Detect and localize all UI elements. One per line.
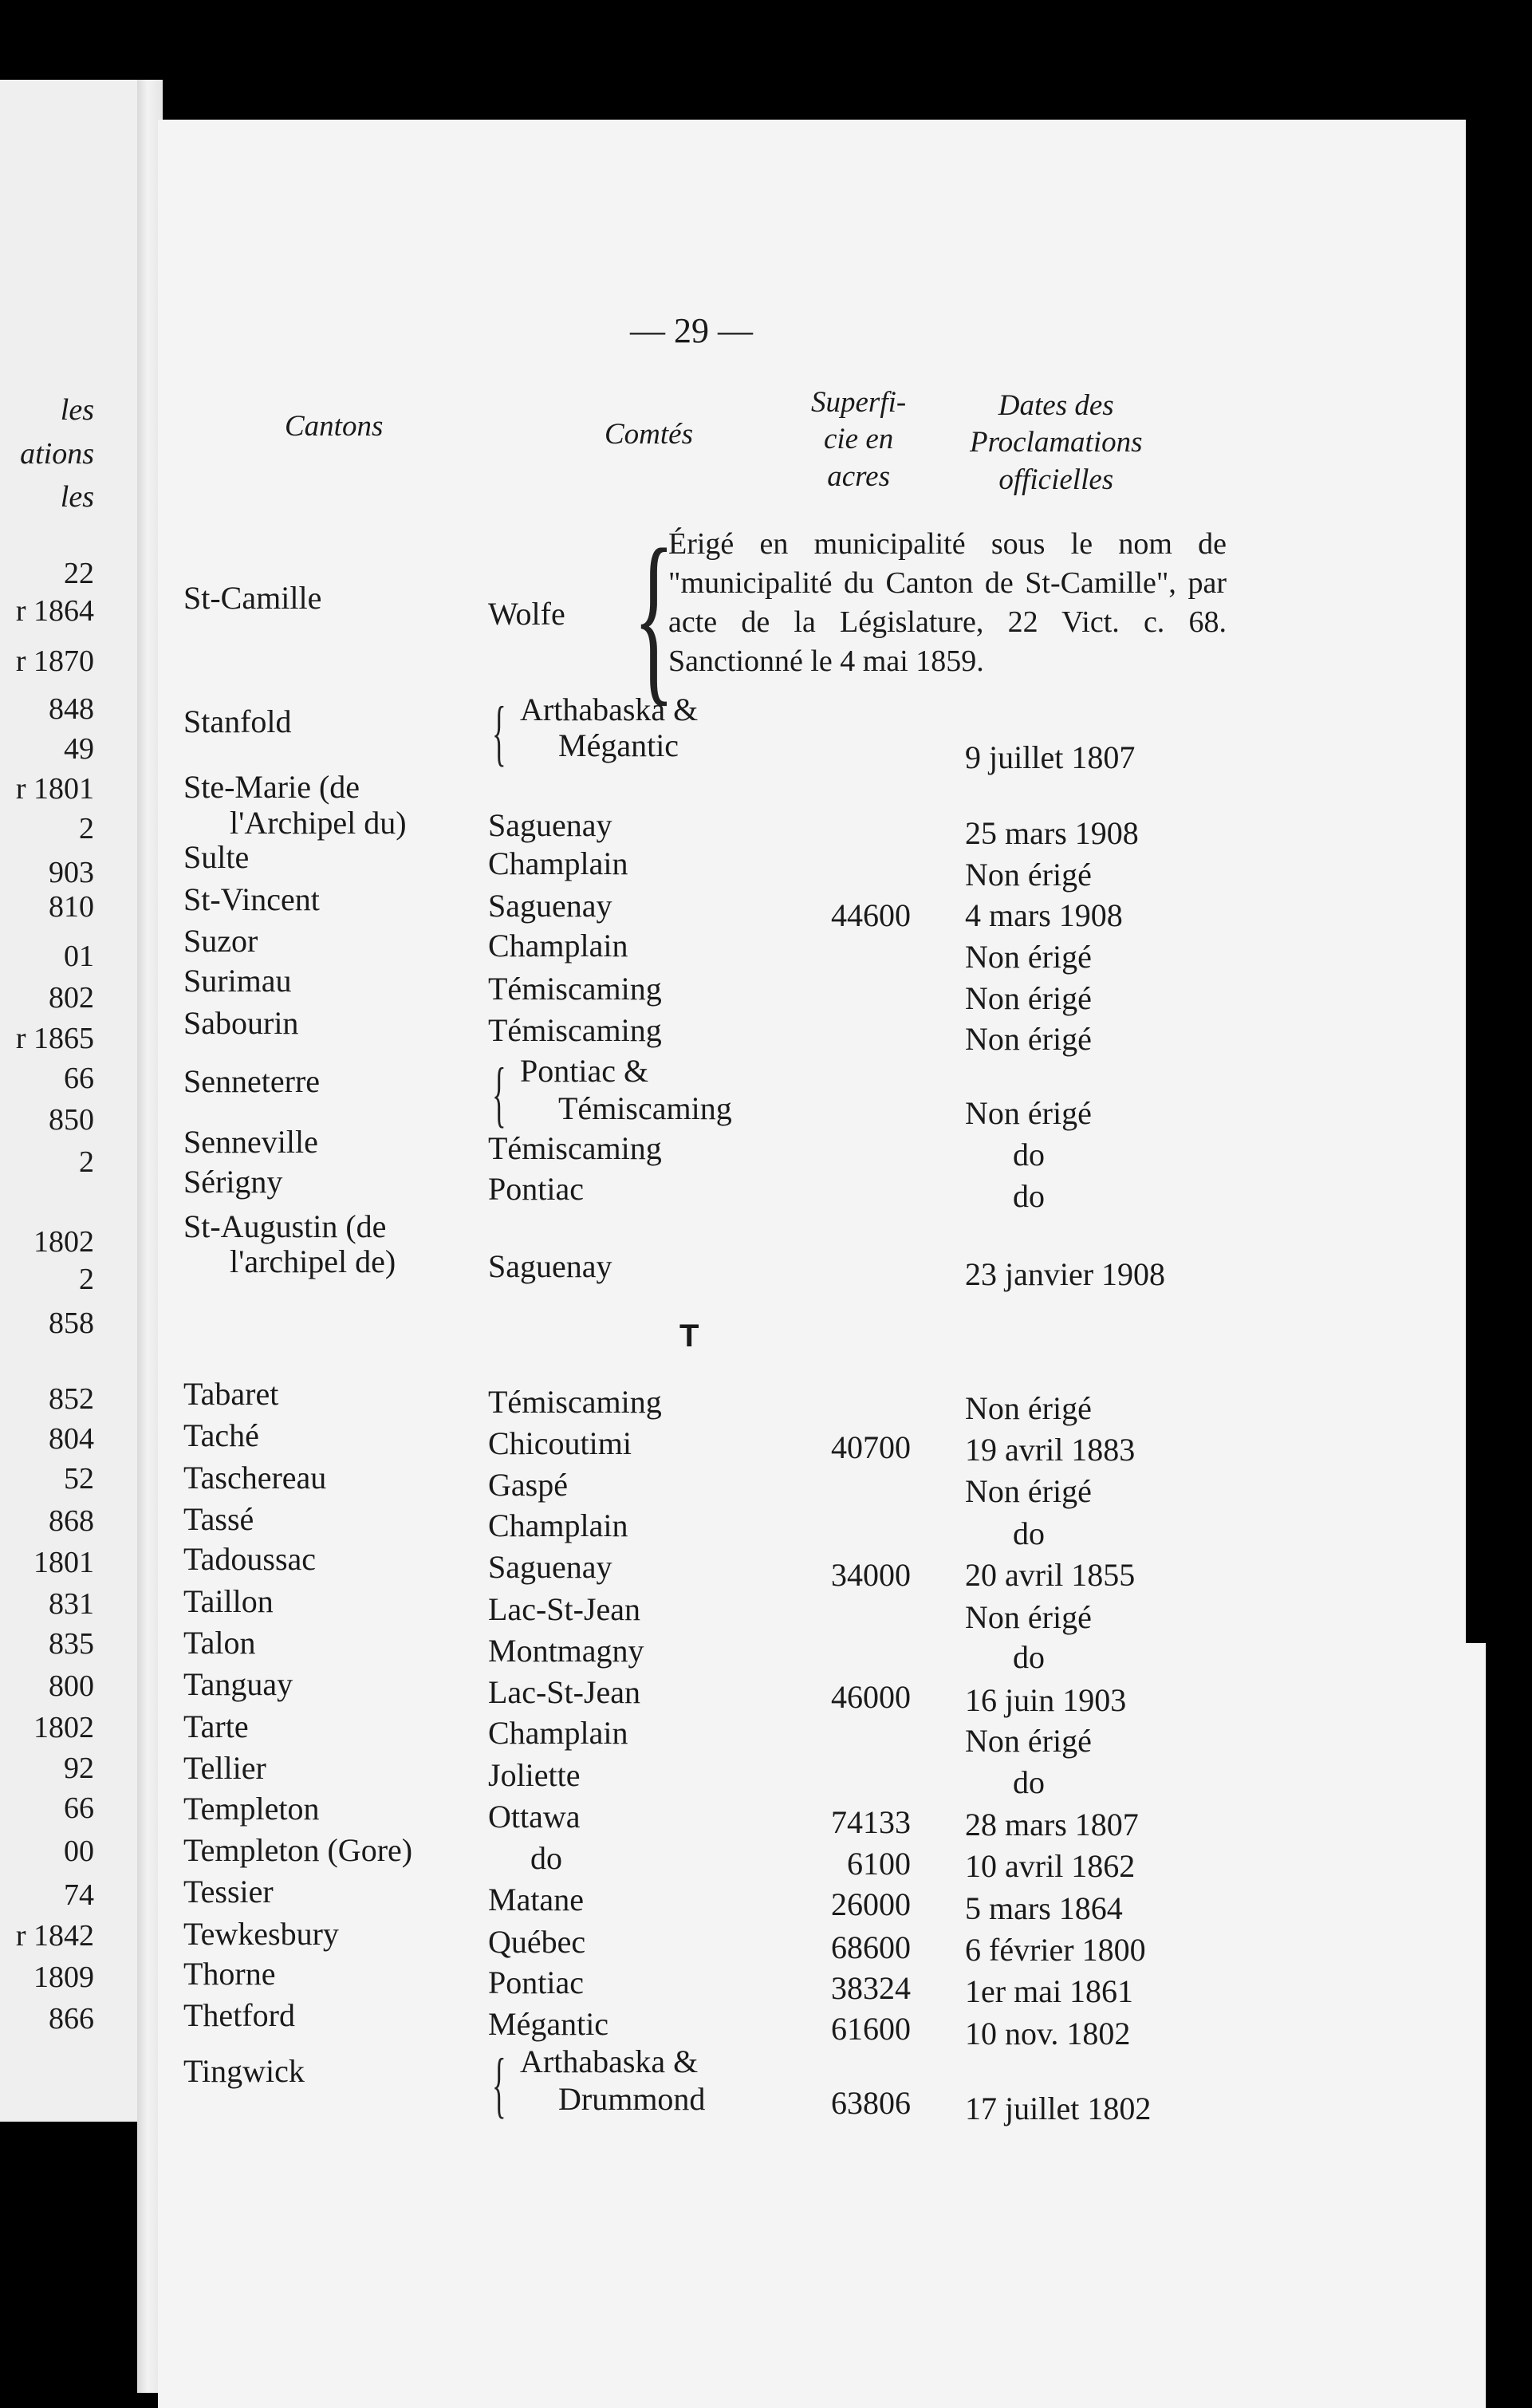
proclamation-date: 17 juillet 1802 bbox=[965, 2091, 1152, 2126]
previous-page-fragment: 49 bbox=[64, 732, 94, 766]
comte-name: Saguenay bbox=[488, 1549, 612, 1585]
header-superficie-line: Superfi- bbox=[811, 386, 907, 419]
previous-page-fragment: r 1801 bbox=[15, 772, 94, 806]
comte-name: Champlain bbox=[488, 845, 628, 881]
superficie-value: 6100 bbox=[847, 1846, 911, 1882]
previous-page-fragment: 00 bbox=[64, 1835, 94, 1868]
proclamation-date: 25 mars 1908 bbox=[965, 815, 1139, 851]
comte-name: Champlain bbox=[488, 1507, 628, 1543]
header-dates bbox=[970, 388, 1143, 499]
previous-page-fragment: r 1842 bbox=[15, 1919, 94, 1953]
st-camille-note: Érigé en municipalité sous le nom de "municipalité du Canton de St-Camille", par acte de la Législature, 22 Vict. c. 68. Sanctionné le 4 mai 1859. bbox=[668, 527, 1227, 678]
canton-name: Tellier bbox=[183, 1750, 266, 1786]
previous-page-fragment: 866 bbox=[49, 2002, 94, 2036]
proclamation-date: do bbox=[1013, 1137, 1045, 1172]
comte-name: Wolfe bbox=[488, 596, 565, 632]
canton-name: Surimau bbox=[183, 963, 292, 999]
canton-name: l'archipel de) bbox=[230, 1243, 396, 1279]
note-brace: { bbox=[633, 510, 675, 722]
previous-page-fragment: 1809 bbox=[33, 1961, 94, 1994]
canton-name: l'Archipel du) bbox=[230, 805, 407, 841]
header-comtes: Comtés bbox=[605, 418, 693, 451]
proclamation-date: 19 avril 1883 bbox=[965, 1432, 1136, 1468]
comte-name: Champlain bbox=[488, 1715, 628, 1751]
proclamation-date: 23 janvier 1908 bbox=[965, 1256, 1166, 1292]
previous-page-fragment: les bbox=[60, 393, 94, 427]
previous-page-fragment: 92 bbox=[64, 1752, 94, 1785]
header-superficie-line: cie en bbox=[823, 423, 894, 456]
proclamation-date: 1er mai 1861 bbox=[965, 1973, 1134, 2009]
header-dates-line: Dates des bbox=[998, 389, 1114, 422]
previous-page-fragment: 1802 bbox=[33, 1711, 94, 1744]
superficie-value: 34000 bbox=[831, 1557, 911, 1593]
canton-name: St-Augustin (de bbox=[183, 1208, 387, 1244]
comte-name: Mégantic bbox=[558, 727, 679, 763]
superficie-value: 63806 bbox=[831, 2085, 911, 2121]
previous-page-fragment: 2 bbox=[79, 812, 94, 845]
canton-name: Ste-Marie (de bbox=[183, 769, 360, 805]
previous-page-fragment: 01 bbox=[64, 940, 94, 973]
canton-name: Thorne bbox=[183, 1956, 276, 1992]
previous-page-fragment: 2 bbox=[79, 1145, 94, 1179]
previous-page-fragment: 802 bbox=[49, 981, 94, 1015]
comte-name: Témiscaming bbox=[488, 971, 662, 1007]
canton-name: Talon bbox=[183, 1625, 256, 1661]
comte-name: Saguenay bbox=[488, 807, 612, 843]
section-letter: T bbox=[679, 1318, 699, 1354]
comte-name: Mégantic bbox=[488, 2006, 609, 2042]
proclamation-date: do bbox=[1013, 1639, 1045, 1675]
previous-page-fragment: 66 bbox=[64, 1791, 94, 1825]
brace-mark: { bbox=[492, 2043, 506, 2125]
proclamation-date: do bbox=[1013, 1515, 1045, 1551]
comte-name: Pontiac bbox=[488, 1171, 584, 1207]
comte-name: Lac-St-Jean bbox=[488, 1674, 641, 1710]
header-cantons: Cantons bbox=[285, 410, 384, 443]
brace-mark: { bbox=[492, 1053, 506, 1134]
canton-name: Templeton (Gore) bbox=[183, 1832, 413, 1868]
comte-name: Drummond bbox=[558, 2081, 706, 2117]
canton-name: Taché bbox=[183, 1417, 259, 1453]
comte-name: do bbox=[530, 1840, 562, 1876]
previous-page-fragment: les bbox=[60, 480, 94, 514]
canton-name: Taillon bbox=[183, 1583, 274, 1619]
canton-name: Sulte bbox=[183, 839, 250, 875]
comte-name: Témiscaming bbox=[488, 1384, 662, 1420]
brace-mark: { bbox=[492, 692, 506, 773]
proclamation-date: 9 juillet 1807 bbox=[965, 739, 1136, 775]
superficie-value: 68600 bbox=[831, 1929, 911, 1965]
proclamation-date: 16 juin 1903 bbox=[965, 1682, 1127, 1718]
proclamation-date: Non érigé bbox=[965, 1473, 1092, 1509]
previous-page-fragment: 22 bbox=[64, 557, 94, 590]
previous-page-fragment: 1801 bbox=[33, 1546, 94, 1579]
comte-name: Champlain bbox=[488, 928, 628, 964]
comte-name: Arthabaska & bbox=[520, 692, 699, 727]
previous-page-fragment: 1802 bbox=[33, 1225, 94, 1259]
comte-name: Pontiac bbox=[488, 1965, 584, 2000]
proclamation-date: 10 nov. 1802 bbox=[965, 2016, 1131, 2051]
canton-name: Sabourin bbox=[183, 1005, 299, 1041]
comte-name: Joliette bbox=[488, 1757, 581, 1793]
superficie-value: 26000 bbox=[831, 1886, 911, 1922]
proclamation-date: 6 février 1800 bbox=[965, 1932, 1146, 1968]
header-superficie bbox=[811, 384, 906, 495]
canton-name: Tessier bbox=[183, 1874, 274, 1909]
comte-name: Québec bbox=[488, 1924, 586, 1960]
superficie-value: 61600 bbox=[831, 2011, 911, 2047]
proclamation-date: Non érigé bbox=[965, 939, 1092, 975]
previous-page-fragment: ations bbox=[20, 437, 94, 471]
superficie-value: 44600 bbox=[831, 897, 911, 933]
canton-name: Senneville bbox=[183, 1124, 318, 1160]
comte-name: Montmagny bbox=[488, 1633, 644, 1669]
proclamation-date: do bbox=[1013, 1764, 1045, 1800]
superficie-value: 40700 bbox=[831, 1429, 911, 1465]
canton-name: Senneterre bbox=[183, 1063, 321, 1099]
comte-name: Témiscaming bbox=[488, 1130, 662, 1166]
previous-page-fragment: 2 bbox=[79, 1263, 94, 1296]
previous-page-fragment: 848 bbox=[49, 692, 94, 726]
previous-page-fragment: 804 bbox=[49, 1422, 94, 1456]
comte-name: Lac-St-Jean bbox=[488, 1591, 641, 1627]
comte-name: Saguenay bbox=[488, 888, 612, 924]
previous-page-fragment: 858 bbox=[49, 1306, 94, 1340]
header-superficie-line: acres bbox=[827, 459, 890, 493]
proclamation-date: Non érigé bbox=[965, 857, 1092, 893]
previous-page-fragment: 903 bbox=[49, 856, 94, 889]
header-dates-line: Proclamations bbox=[970, 426, 1143, 459]
proclamation-date: 28 mars 1807 bbox=[965, 1807, 1139, 1842]
superficie-value: 38324 bbox=[831, 1970, 911, 2006]
comte-name: Arthabaska & bbox=[520, 2043, 699, 2079]
canton-name: Tanguay bbox=[183, 1666, 293, 1702]
comte-name: Gaspé bbox=[488, 1467, 568, 1503]
canton-name: Tingwick bbox=[183, 2053, 305, 2089]
canton-name: Tassé bbox=[183, 1501, 254, 1537]
canton-name: St-Vincent bbox=[183, 881, 320, 917]
proclamation-date: Non érigé bbox=[965, 980, 1092, 1016]
canton-name: Suzor bbox=[183, 923, 258, 959]
comte-name: Matane bbox=[488, 1882, 584, 1917]
comte-name: Saguenay bbox=[488, 1248, 612, 1284]
canton-name: St-Camille bbox=[183, 580, 322, 616]
comte-name: Pontiac & bbox=[520, 1053, 649, 1089]
superficie-value: 74133 bbox=[831, 1804, 911, 1840]
previous-page-fragment: r 1864 bbox=[15, 594, 94, 628]
previous-page-fragment: 52 bbox=[64, 1462, 94, 1496]
canton-name: Templeton bbox=[183, 1791, 320, 1827]
comte-name: Témiscaming bbox=[558, 1090, 732, 1126]
page-edge bbox=[1466, 1643, 1486, 2408]
canton-name: Thetford bbox=[183, 1997, 295, 2033]
previous-page-fragment: 74 bbox=[64, 1878, 94, 1912]
canton-name: Tewkesbury bbox=[183, 1916, 339, 1952]
proclamation-date: 4 mars 1908 bbox=[965, 897, 1123, 933]
canton-name: Tabaret bbox=[183, 1376, 279, 1412]
comte-name: Témiscaming bbox=[488, 1012, 662, 1048]
canton-name: Tarte bbox=[183, 1708, 249, 1744]
page-number: — 29 — bbox=[630, 311, 753, 350]
previous-page-fragment: 66 bbox=[64, 1062, 94, 1095]
comte-name: Ottawa bbox=[488, 1799, 581, 1835]
proclamation-date: Non érigé bbox=[965, 1599, 1092, 1635]
header-dates-line: officielles bbox=[998, 463, 1114, 496]
proclamation-date: 5 mars 1864 bbox=[965, 1890, 1123, 1926]
canton-name: Sérigny bbox=[183, 1164, 283, 1200]
previous-page-fragment: 852 bbox=[49, 1382, 94, 1416]
previous-page-fragment: 835 bbox=[49, 1627, 94, 1661]
comte-name: Chicoutimi bbox=[488, 1425, 632, 1461]
previous-page-fragment: r 1870 bbox=[15, 644, 94, 678]
previous-page-fragment: 810 bbox=[49, 890, 94, 924]
proclamation-date: 10 avril 1862 bbox=[965, 1848, 1136, 1884]
previous-page-fragment: r 1865 bbox=[15, 1022, 94, 1055]
proclamation-date: Non érigé bbox=[965, 1390, 1092, 1426]
superficie-value: 46000 bbox=[831, 1679, 911, 1715]
canton-name: Stanfold bbox=[183, 703, 292, 739]
proclamation-date: Non érigé bbox=[965, 1021, 1092, 1057]
previous-page-fragment: 831 bbox=[49, 1587, 94, 1621]
proclamation-date: Non érigé bbox=[965, 1095, 1092, 1131]
proclamation-date: Non érigé bbox=[965, 1723, 1092, 1759]
canton-name: Taschereau bbox=[183, 1460, 327, 1496]
previous-page-fragment: 800 bbox=[49, 1669, 94, 1703]
proclamation-date: 20 avril 1855 bbox=[965, 1557, 1136, 1593]
previous-page-fragment: 868 bbox=[49, 1504, 94, 1538]
canton-name: Tadoussac bbox=[183, 1541, 317, 1577]
previous-page-fragment: 850 bbox=[49, 1103, 94, 1137]
proclamation-date: do bbox=[1013, 1178, 1045, 1214]
